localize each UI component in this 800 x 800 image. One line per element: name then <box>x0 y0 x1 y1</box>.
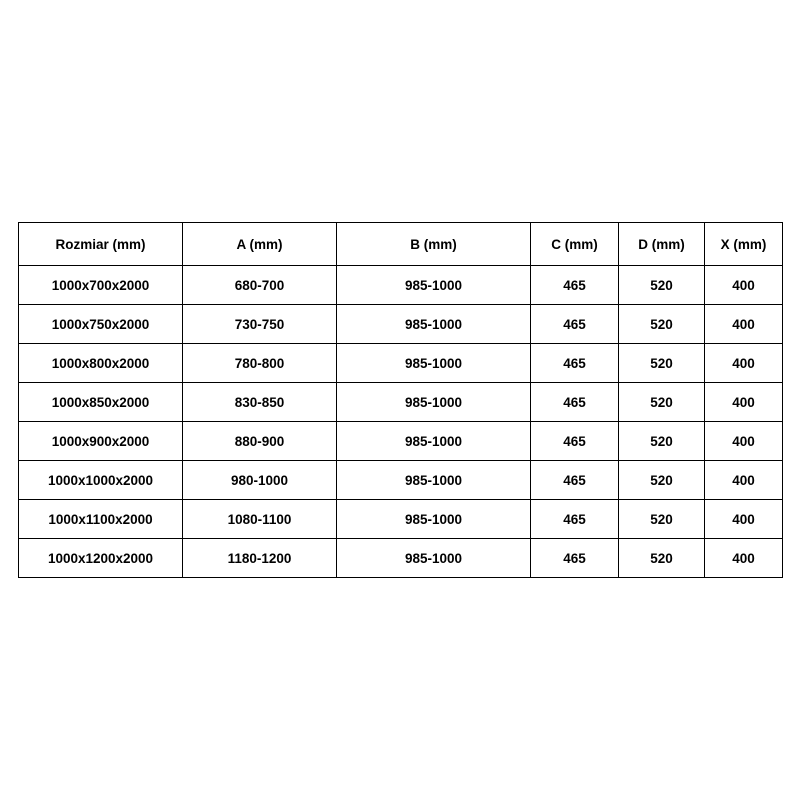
table-body <box>19 266 783 578</box>
table-row <box>19 344 783 383</box>
cell-size: 1000x850x2000 <box>19 383 183 422</box>
cell-b: 985-1000 <box>337 500 531 539</box>
column-header-a: A (mm) <box>183 223 337 266</box>
cell-b: 985-1000 <box>337 305 531 344</box>
cell-c: 465 <box>531 461 619 500</box>
cell-c: 465 <box>531 305 619 344</box>
cell-c: 465 <box>531 539 619 578</box>
cell-d: 520 <box>619 266 705 305</box>
cell-size: 1000x1000x2000 <box>19 461 183 500</box>
cell-b: 985-1000 <box>337 344 531 383</box>
table-row <box>19 539 783 578</box>
cell-size: 1000x800x2000 <box>19 344 183 383</box>
cell-size: 1000x1200x2000 <box>19 539 183 578</box>
cell-c: 465 <box>531 383 619 422</box>
cell-size: 1000x900x2000 <box>19 422 183 461</box>
cell-x: 400 <box>705 344 783 383</box>
column-header-c: C (mm) <box>531 223 619 266</box>
cell-a: 730-750 <box>183 305 337 344</box>
cell-c: 465 <box>531 422 619 461</box>
cell-x: 400 <box>705 383 783 422</box>
cell-size: 1000x750x2000 <box>19 305 183 344</box>
cell-x: 400 <box>705 461 783 500</box>
cell-d: 520 <box>619 539 705 578</box>
cell-a: 780-800 <box>183 344 337 383</box>
cell-size: 1000x700x2000 <box>19 266 183 305</box>
cell-d: 520 <box>619 383 705 422</box>
table-row <box>19 461 783 500</box>
cell-a: 880-900 <box>183 422 337 461</box>
table-header <box>19 223 783 266</box>
dimensions-table-container <box>18 222 782 578</box>
cell-x: 400 <box>705 539 783 578</box>
cell-x: 400 <box>705 422 783 461</box>
cell-b: 985-1000 <box>337 383 531 422</box>
cell-b: 985-1000 <box>337 461 531 500</box>
cell-a: 1080-1100 <box>183 500 337 539</box>
cell-b: 985-1000 <box>337 539 531 578</box>
dimensions-table <box>18 222 783 578</box>
cell-size: 1000x1100x2000 <box>19 500 183 539</box>
cell-c: 465 <box>531 500 619 539</box>
cell-c: 465 <box>531 344 619 383</box>
cell-a: 1180-1200 <box>183 539 337 578</box>
table-header-row <box>19 223 783 266</box>
cell-b: 985-1000 <box>337 422 531 461</box>
cell-x: 400 <box>705 266 783 305</box>
column-header-d: D (mm) <box>619 223 705 266</box>
cell-d: 520 <box>619 422 705 461</box>
column-header-x: X (mm) <box>705 223 783 266</box>
cell-d: 520 <box>619 305 705 344</box>
cell-x: 400 <box>705 305 783 344</box>
cell-c: 465 <box>531 266 619 305</box>
cell-a: 680-700 <box>183 266 337 305</box>
cell-d: 520 <box>619 500 705 539</box>
cell-a: 980-1000 <box>183 461 337 500</box>
table-row <box>19 305 783 344</box>
table-row <box>19 500 783 539</box>
cell-d: 520 <box>619 461 705 500</box>
cell-a: 830-850 <box>183 383 337 422</box>
table-row <box>19 383 783 422</box>
column-header-b: B (mm) <box>337 223 531 266</box>
column-header-size: Rozmiar (mm) <box>19 223 183 266</box>
cell-x: 400 <box>705 500 783 539</box>
table-row <box>19 266 783 305</box>
cell-b: 985-1000 <box>337 266 531 305</box>
cell-d: 520 <box>619 344 705 383</box>
table-row <box>19 422 783 461</box>
